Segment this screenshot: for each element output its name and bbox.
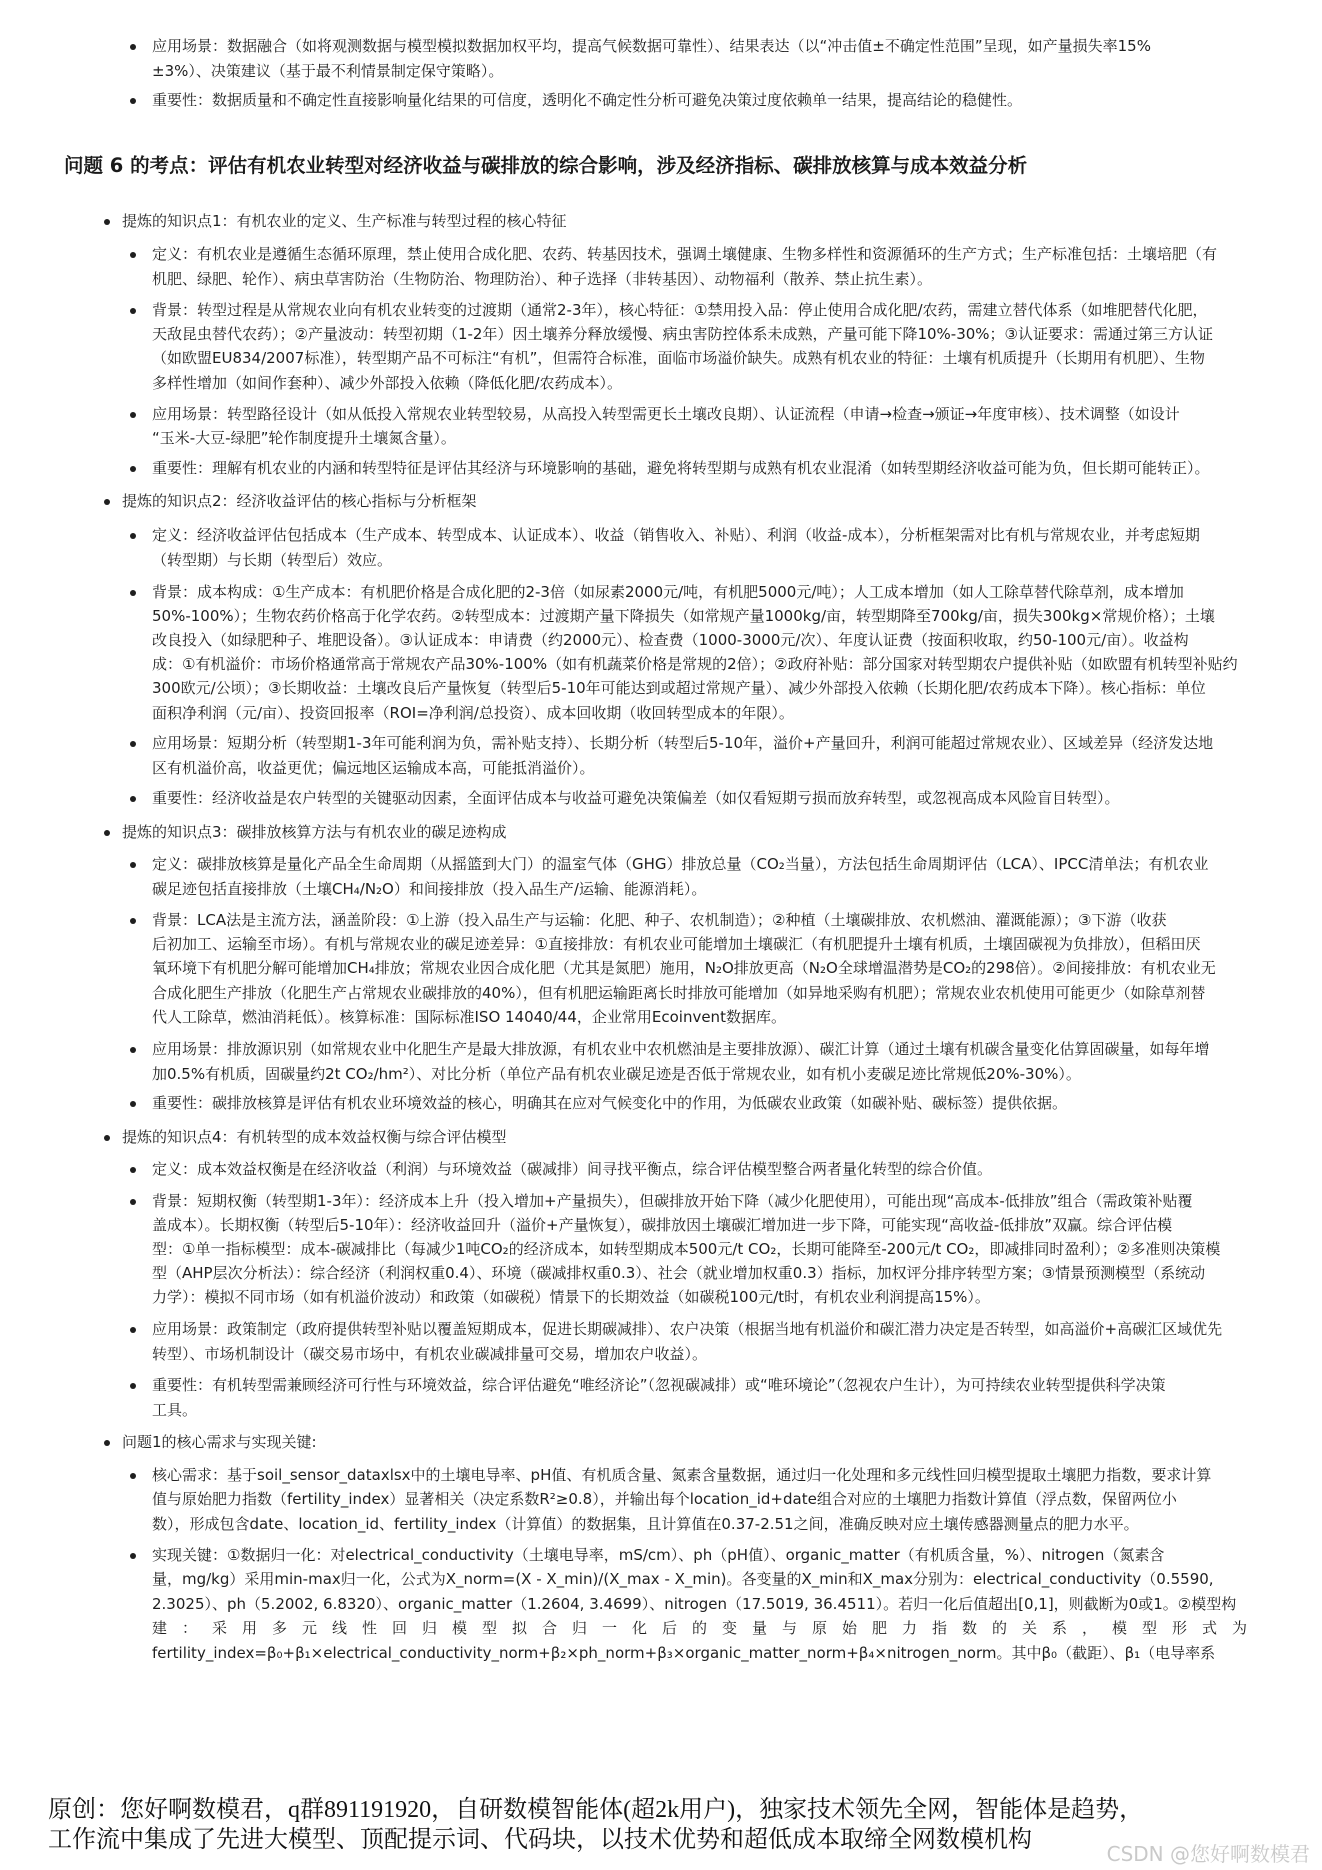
bullet	[130, 1101, 136, 1107]
bullet	[130, 796, 136, 802]
bullet	[104, 499, 110, 505]
kp2-bg-4: 成：①有机溢价：市场价格通常高于常规农产品30%-100%（如有机蔬菜价格是常规的2倍）；②政府补贴：部分国家对转型期农户提供补贴（如欧盟有机转型补贴约	[152, 655, 1238, 673]
bullet	[104, 1135, 110, 1141]
bullet	[130, 590, 136, 596]
bullet	[130, 918, 136, 924]
kp4-bg-1: 背景：短期权衡（转型期1-3年）：经济成本上升（投入增加+产量损失），但碳排放开始下降（减少化肥使用），可能出现“高成本-低排放”组合（需政策补贴覆	[152, 1192, 1193, 1210]
kp2-title: 提炼的知识点2：经济收益评估的核心指标与分析框架	[122, 492, 477, 510]
kp4-app-2: 转型）、市场机制设计（碳交易市场中，有机农业碳减排量可交易，增加农户收益）。	[152, 1345, 708, 1363]
bullet	[130, 1553, 136, 1559]
kp3-bg-5: 代人工除草，燃油消耗低）。核算标准：国际标准ISO 14040/44，企业常用Ecoinvent数据库。	[152, 1008, 786, 1026]
q1-key-1: 实现关键：①数据归一化：对electrical_conductivity（土壤电导率，mS/cm）、ph（pH值）、organic_matter（有机质含量，%）、nitrogen（氮素含	[152, 1546, 1165, 1564]
kp2-bg-3: 改良投入（如绿肥种子、堆肥设备）。③认证成本：申请费（约2000元）、检查费（1000-3000元/次）、年度认证费（按面积收取，约50-100元/亩）。收益构	[152, 631, 1189, 649]
q1-key-4: 建：采用多元线性回归模型拟合归一化后的变量与原始肥力指数的关系，模型形式为	[152, 1619, 1263, 1637]
kp4-app-1: 应用场景：政策制定（政府提供转型补贴以覆盖短期成本，促进长期碳减排）、农户决策（根据当地有机溢价和碳汇潜力决定是否转型，如高溢价+高碳汇区域优先	[152, 1320, 1223, 1338]
q1-key-3: 2.3025）、ph（5.2002, 6.8320）、organic_matter（1.2604, 3.4699）、nitrogen（17.5019, 36.4511）。若归一化后值超出[0,1]，则截断为0或1。②模型构	[152, 1595, 1237, 1613]
kp1-bg-4: 多样性增加（如间作套种）、减少外部投入依赖（降低化肥/农药成本）。	[152, 374, 623, 392]
kp4-title: 提炼的知识点4：有机转型的成本效益权衡与综合评估模型	[122, 1128, 507, 1146]
kp3-title: 提炼的知识点3：碳排放核算方法与有机农业的碳足迹构成	[122, 823, 507, 841]
bullet	[130, 98, 136, 104]
kp2-bg-1: 背景：成本构成：①生产成本：有机肥价格是合成化肥的2-3倍（如尿素2000元/吨，有机肥5000元/吨）；人工成本增加（如人工除草替代除草剂，成本增加	[152, 583, 1184, 601]
kp3-app-2: 加0.5%有机质，固碳量约2t CO₂/hm²）、对比分析（单位产品有机农业碳足迹是否低于常规农业，如有机小麦碳足迹比常规低20%-30%）。	[152, 1065, 1081, 1083]
q1-need-3: 数），形成包含date、location_id、fertility_index（计算值）的数据集，且计算值在0.37-2.51之间，准确反映对应土壤传感器测量点的肥力水平。	[152, 1515, 1139, 1533]
kp2-bg-5: 300欧元/公顷）；③长期收益：土壤改良后产量恢复（转型后5-10年可能达到或超过常规产量）、减少外部投入依赖（长期化肥/农药成本下降）。核心指标：单位	[152, 679, 1206, 697]
footer-line-2: 工作流中集成了先进大模型、顶配提示词、代码块，以技术优势和超低成本取缔全网数模机构	[48, 1827, 1032, 1853]
prev-app-line-2: ±3%）、决策建议（基于最不利情景制定保守策略）。	[152, 62, 504, 80]
kp3-bg-2: 后初加工、运输至市场）。有机与常规农业的碳足迹差异：①直接排放：有机农业可能增加土壤碳汇（有机肥提升土壤有机质，土壤固碳视为负排放），但稻田厌	[152, 935, 1201, 953]
bullet	[130, 1047, 136, 1053]
kp1-bg-1: 背景：转型过程是从常规农业向有机农业转变的过渡期（通常2-3年），核心特征：①禁用投入品：停止使用合成化肥/农药，需建立替代体系（如堆肥替代化肥，	[152, 301, 1208, 319]
kp1-def-2: 机肥、绿肥、轮作）、病虫草害防治（生物防治、物理防治）、种子选择（非转基因）、动物福利（散养、禁止抗生素）。	[152, 270, 933, 288]
q1-key-5: fertility_index=β₀+β₁×electrical_conductivity_norm+β₂×ph_norm+β₃×organic_matter_norm+β₄×nitrogen_norm。其中β₀（截距）、β₁（电导率系	[152, 1644, 1216, 1662]
kp2-imp-1: 重要性：经济收益是农户转型的关键驱动因素，全面评估成本与收益可避免决策偏差（如仅看短期亏损而放弃转型，或忽视高成本风险盲目转型）。	[152, 789, 1120, 807]
kp2-app-1: 应用场景：短期分析（转型期1-3年可能利润为负，需补贴支持）、长期分析（转型后5-10年，溢价+产量回升，利润可能超过常规农业）、区域差异（经济发达地	[152, 734, 1214, 752]
kp2-app-2: 区有机溢价高，收益更优；偏远地区运输成本高，可能抵消溢价）。	[152, 759, 595, 777]
prev-app-line-1: 应用场景：数据融合（如将观测数据与模型模拟数据加权平均，提高气候数据可靠性）、结果表达（以“冲击值±不确定性范围”呈现，如产量损失率15%	[152, 37, 1151, 55]
bullet	[104, 219, 110, 225]
q1-need-2: 值与原始肥力指数（fertility_index）显著相关（决定系数R²≥0.8），并输出每个location_id+date组合对应的土壤肥力指数计算值（浮点数，保留两位小	[152, 1490, 1177, 1508]
footer-line-1: 原创：您好啊数模君，q群891191920，自研数模智能体(超2k用户)，独家技术领先全网，智能体是趋势，	[48, 1797, 1144, 1823]
kp1-title: 提炼的知识点1：有机农业的定义、生产标准与转型过程的核心特征	[122, 212, 567, 230]
kp2-def-1: 定义：经济收益评估包括成本（生产成本、转型成本、认证成本）、收益（销售收入、补贴）、利润（收益-成本），分析框架需对比有机与常规农业，并考虑短期	[152, 526, 1200, 544]
kp3-def-2: 碳足迹包括直接排放（土壤CH₄/N₂O）和间接排放（投入品生产/运输、能源消耗）。	[152, 880, 707, 898]
bullet	[130, 412, 136, 418]
bullet	[130, 1167, 136, 1173]
kp2-def-2: （转型期）与长期（转型后）效应。	[152, 551, 393, 569]
bullet	[130, 44, 136, 50]
bullet	[130, 862, 136, 868]
kp1-app-2: “玉米-大豆-绿肥”轮作制度提升土壤氮含量）。	[152, 429, 456, 447]
bullet	[130, 1383, 136, 1389]
bullet	[104, 1440, 110, 1446]
kp4-bg-2: 盖成本）。长期权衡（转型后5-10年）：经济收益回升（溢价+产量恢复），碳排放因土壤碳汇增加进一步下降，可能实现“高收益-低排放”双赢。综合评估模	[152, 1216, 1173, 1234]
kp3-bg-3: 氧环境下有机肥分解可能增加CH₄排放；常规农业因合成化肥（尤其是氮肥）施用，N₂O排放更高（N₂O全球增温潜势是CO₂的298倍）。②间接排放：有机农业无	[152, 959, 1216, 977]
kp3-bg-1: 背景：LCA法是主流方法，涵盖阶段：①上游（投入品生产与运输：化肥、种子、农机制造）；②种植（土壤碳排放、农机燃油、灌溉能源）；③下游（收获	[152, 911, 1167, 929]
bullet	[130, 308, 136, 314]
kp4-imp-2: 工具。	[152, 1401, 198, 1419]
kp3-app-1: 应用场景：排放源识别（如常规农业中化肥生产是最大排放源，有机农业中农机燃油是主要排放源）、碳汇计算（通过土壤有机碳含量变化估算固碳量，如每年增	[152, 1040, 1210, 1058]
question-6-heading: 问题 6 的考点：评估有机农业转型对经济收益与碳排放的综合影响，涉及经济指标、碳排放核算与成本效益分析	[64, 154, 1028, 177]
kp4-bg-3: 型：①单一指标模型：成本-碳减排比（每减少1吨CO₂的经济成本，如转型期成本500元/t CO₂，长期可能降至-200元/t CO₂，即减排同时盈利）；②多准则决策模	[152, 1240, 1221, 1258]
bullet	[104, 830, 110, 836]
kp1-app-1: 应用场景：转型路径设计（如从低投入常规农业转型较易，从高投入转型需更长土壤改良期）、认证流程（申请→检查→颁证→年度审核）、技术调整（如设计	[152, 405, 1180, 423]
kp4-imp-1: 重要性：有机转型需兼顾经济可行性与环境效益，综合评估避免“唯经济论”（忽视碳减排）或“唯环境论”（忽视农户生计），为可持续农业转型提供科学决策	[152, 1376, 1166, 1394]
kp3-bg-4: 合成化肥生产排放（化肥生产占常规农业碳排放的40%），但有机肥运输距离长时排放可能增加（如异地采购有机肥）；常规农业农机使用可能更少（如除草剂替	[152, 984, 1206, 1002]
kp3-def-1: 定义：碳排放核算是量化产品全生命周期（从摇篮到大门）的温室气体（GHG）排放总量（CO₂当量），方法包括生命周期评估（LCA）、IPCC清单法；有机农业	[152, 855, 1209, 873]
csdn-watermark: CSDN @您好啊数模君	[1106, 1842, 1310, 1866]
kp1-imp-1: 重要性：理解有机农业的内涵和转型特征是评估其经济与环境影响的基础，避免将转型期与成熟有机农业混淆（如转型期经济收益可能为负，但长期可能转正）。	[152, 459, 1210, 477]
kp2-bg-2: 50%-100%）；生物农药价格高于化学农药。②转型成本：过渡期产量下降损失（如常规产量1000kg/亩，转型期降至700kg/亩，损失300kg×常规价格）；土壤	[152, 607, 1215, 625]
kp2-bg-6: 面积净利润（元/亩）、投资回报率（ROI=净利润/总投资）、成本回收期（收回转型成本的年限）。	[152, 704, 794, 722]
bullet	[130, 741, 136, 747]
bullet	[130, 1473, 136, 1479]
bullet	[130, 252, 136, 258]
q1-key-2: 量，mg/kg）采用min-max归一化，公式为X_norm=(X - X_min)/(X_max - X_min)。各变量的X_min和X_max分别为：electrical_conductivity（0.5590,	[152, 1570, 1214, 1588]
kp4-bg-4: 型（AHP层次分析法）：综合经济（利润权重0.4）、环境（碳减排权重0.3）、社会（就业增加权重0.3）指标，加权评分排序转型方案；③情景预测模型（系统动	[152, 1264, 1206, 1282]
kp1-def-1: 定义：有机农业是遵循生态循环原理，禁止使用合成化肥、农药、转基因技术，强调土壤健康、生物多样性和资源循环的生产方式；生产标准包括：土壤培肥（有	[152, 245, 1218, 263]
bullet	[130, 1327, 136, 1333]
bullet	[130, 1199, 136, 1205]
bullet	[130, 533, 136, 539]
q1-title: 问题1的核心需求与实现关键:	[122, 1433, 317, 1451]
kp4-bg-5: 力学）：模拟不同市场（如有机溢价波动）和政策（如碳税）情景下的长期效益（如碳税100元/t时，有机农业利润提高15%）。	[152, 1288, 990, 1306]
bullet	[130, 466, 136, 472]
prev-imp-line: 重要性：数据质量和不确定性直接影响量化结果的可信度，透明化不确定性分析可避免决策过度依赖单一结果，提高结论的稳健性。	[152, 91, 1023, 109]
q1-need-1: 核心需求：基于soil_sensor_dataxlsx中的土壤电导率、pH值、有机质含量、氮素含量数据，通过归一化处理和多元线性回归模型提取土壤肥力指数，要求计算	[152, 1466, 1212, 1484]
kp3-imp-1: 重要性：碳排放核算是评估有机农业环境效益的核心，明确其在应对气候变化中的作用，为低碳农业政策（如碳补贴、碳标签）提供依据。	[152, 1094, 1068, 1112]
kp1-bg-2: 天敌昆虫替代农药）；②产量波动：转型初期（1-2年）因土壤养分释放缓慢、病虫害防控体系未成熟，产量可能下降10%-30%；③认证要求：需通过第三方认证	[152, 325, 1213, 343]
kp4-def-1: 定义：成本效益权衡是在经济收益（利润）与环境效益（碳减排）间寻找平衡点，综合评估模型整合两者量化转型的综合价值。	[152, 1160, 993, 1178]
kp1-bg-3: （如欧盟EU834/2007标准），转型期产品不可标注“有机”，但需符合标准，面临市场溢价缺失。成熟有机农业的特征：土壤有机质提升（长期用有机肥）、生物	[152, 349, 1205, 367]
